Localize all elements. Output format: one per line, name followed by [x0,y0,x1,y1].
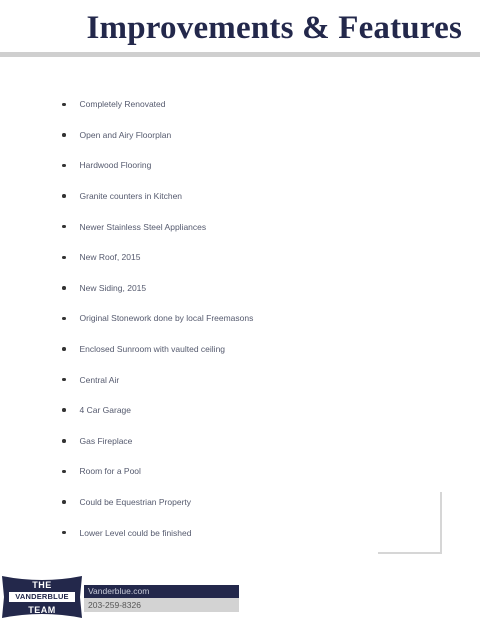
feature-text: Could be Equestrian Property [79,497,192,508]
website-link[interactable]: Vanderblue.com [88,586,150,596]
bullet-icon [62,378,66,382]
feature-text: Gas Fireplace [79,435,133,446]
logo-text-bottom: TEAM [28,605,56,615]
feature-text: 4 Car Garage [79,405,131,416]
feature-text: Lower Level could be finished [79,527,192,538]
list-item [62,334,253,365]
feature-text: Original Stonework done by local Freemasons [79,313,254,324]
feature-text: Completely Renovated [79,99,166,110]
logo-text-name: VANDERBLUE [8,591,76,603]
bullet-icon [62,317,66,321]
list-item [62,364,253,395]
bullet-icon [62,439,66,443]
phone-bar [84,598,239,612]
feature-text: Granite counters in Kitchen [79,191,183,202]
title-divider [0,52,480,57]
bullet-icon [62,286,66,290]
feature-text: Enclosed Sunroom with vaulted ceiling [79,344,226,355]
bullet-icon [62,531,66,535]
list-item [62,181,253,212]
list-item [62,242,253,273]
feature-text: Hardwood Flooring [79,160,152,171]
list-item [62,426,253,457]
list-item [62,303,253,334]
feature-text: Newer Stainless Steel Appliances [79,221,207,232]
list-item [62,150,253,181]
logo-text-top: THE [32,580,52,590]
decorative-frame [378,492,442,554]
list-item [62,89,253,120]
bullet-icon [62,194,66,198]
features-list [62,89,253,548]
bullet-icon [62,408,66,412]
website-bar [84,585,239,598]
bullet-icon [62,164,66,168]
vanderblue-team-logo [2,576,82,618]
feature-text: New Siding, 2015 [79,282,147,293]
phone-number: 203-259-8326 [88,600,141,610]
list-item [62,273,253,304]
list-item [62,456,253,487]
feature-text: New Roof, 2015 [79,252,141,263]
list-item [62,211,253,242]
list-item [62,517,253,548]
list-item [62,395,253,426]
bullet-icon [62,103,66,107]
bullet-icon [62,470,66,474]
list-item [62,487,253,518]
feature-text: Open and Airy Floorplan [79,129,172,140]
bullet-icon [62,225,66,229]
bullet-icon [62,256,66,260]
feature-text: Room for a Pool [79,466,141,477]
feature-text: Central Air [79,374,120,385]
page-title: Improvements & Features [86,10,462,46]
list-item [62,120,253,151]
bullet-icon [62,500,66,504]
bullet-icon [62,133,66,137]
bullet-icon [62,347,66,351]
